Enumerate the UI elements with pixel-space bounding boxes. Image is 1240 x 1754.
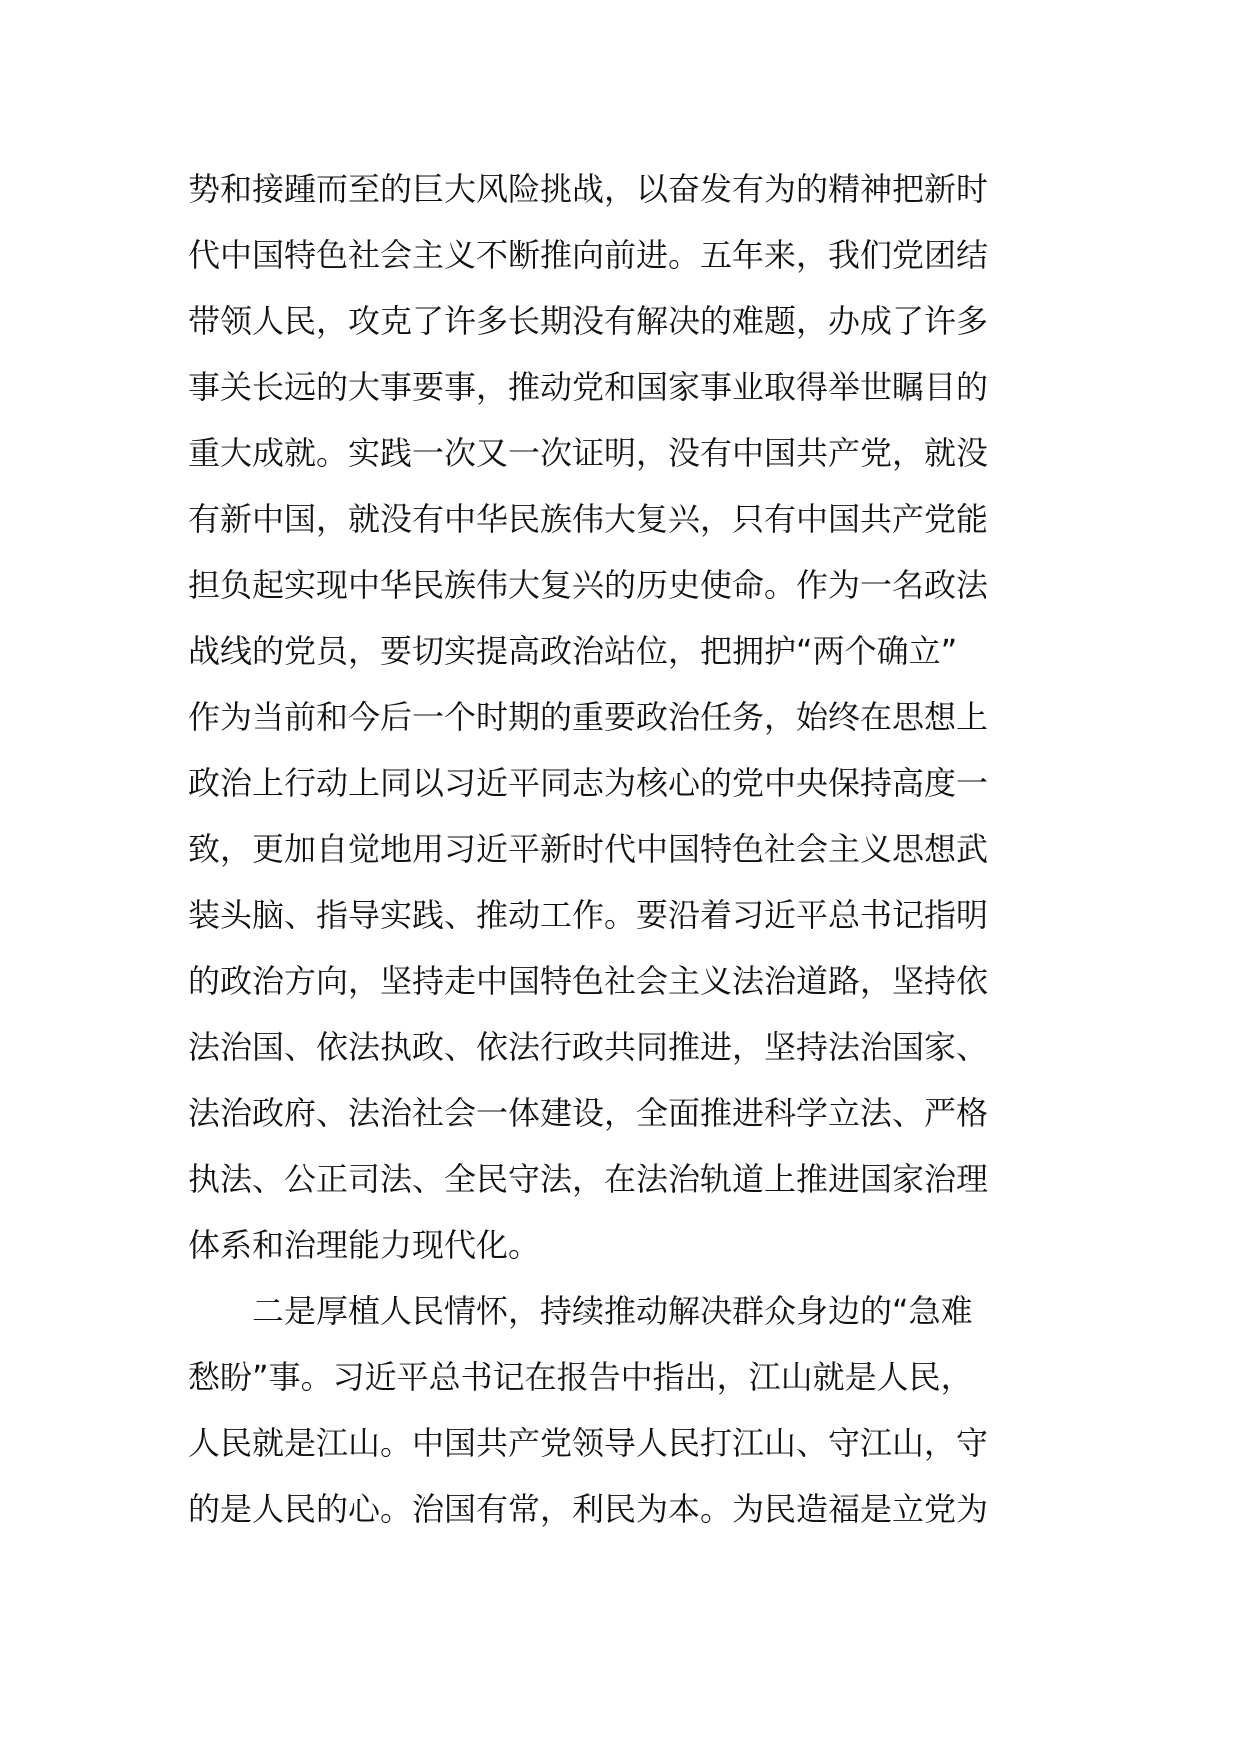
paragraph-start-line: 二是厚植人民情怀，持续推动解决群众身边的“急难 xyxy=(252,1292,973,1330)
text-line: 法治国、依法执政、依法行政共同推进，坚持法治国家、 xyxy=(188,1028,989,1066)
text-line: 作为当前和今后一个时期的重要政治任务，始终在思想上 xyxy=(188,698,989,736)
text-line: 的政治方向，坚持走中国特色社会主义法治道路，坚持依 xyxy=(188,962,989,1000)
text-line: 带领人民，攻克了许多长期没有解决的难题，办成了许多 xyxy=(188,302,989,340)
text-line: 致，更加自觉地用习近平新时代中国特色社会主义思想武 xyxy=(188,830,989,868)
text-line: 战线的党员，要切实提高政治站位，把拥护“两个确立” xyxy=(188,632,958,670)
text-line: 势和接踵而至的巨大风险挑战，以奋发有为的精神把新时 xyxy=(188,170,989,208)
body-text xyxy=(188,156,1058,1542)
text-line: 人民就是江山。中国共产党领导人民打江山、守江山，守 xyxy=(188,1424,989,1462)
text-line: 执法、公正司法、全民守法，在法治轨道上推进国家治理 xyxy=(188,1160,989,1198)
text-line: 的是人民的心。治国有常，利民为本。为民造福是立党为 xyxy=(188,1490,989,1528)
text-line: 政治上行动上同以习近平同志为核心的党中央保持高度一 xyxy=(188,764,989,802)
text-line: 体系和治理能力现代化。 xyxy=(188,1226,541,1264)
text-line: 担负起实现中华民族伟大复兴的历史使命。作为一名政法 xyxy=(188,566,989,604)
text-line: 重大成就。实践一次又一次证明，没有中国共产党，就没 xyxy=(188,434,989,472)
text-line: 代中国特色社会主义不断推向前进。五年来，我们党团结 xyxy=(188,236,989,274)
text-line: 事关长远的大事要事，推动党和国家事业取得举世瞩目的 xyxy=(188,368,989,406)
text-line: 装头脑、指导实践、推动工作。要沿着习近平总书记指明 xyxy=(188,896,989,934)
text-line: 愁盼”事。习近平总书记在报告中指出，江山就是人民， xyxy=(188,1358,973,1396)
text-line: 法治政府、法治社会一体建设，全面推进科学立法、严格 xyxy=(188,1094,989,1132)
text-line: 有新中国，就没有中华民族伟大复兴，只有中国共产党能 xyxy=(188,500,989,538)
